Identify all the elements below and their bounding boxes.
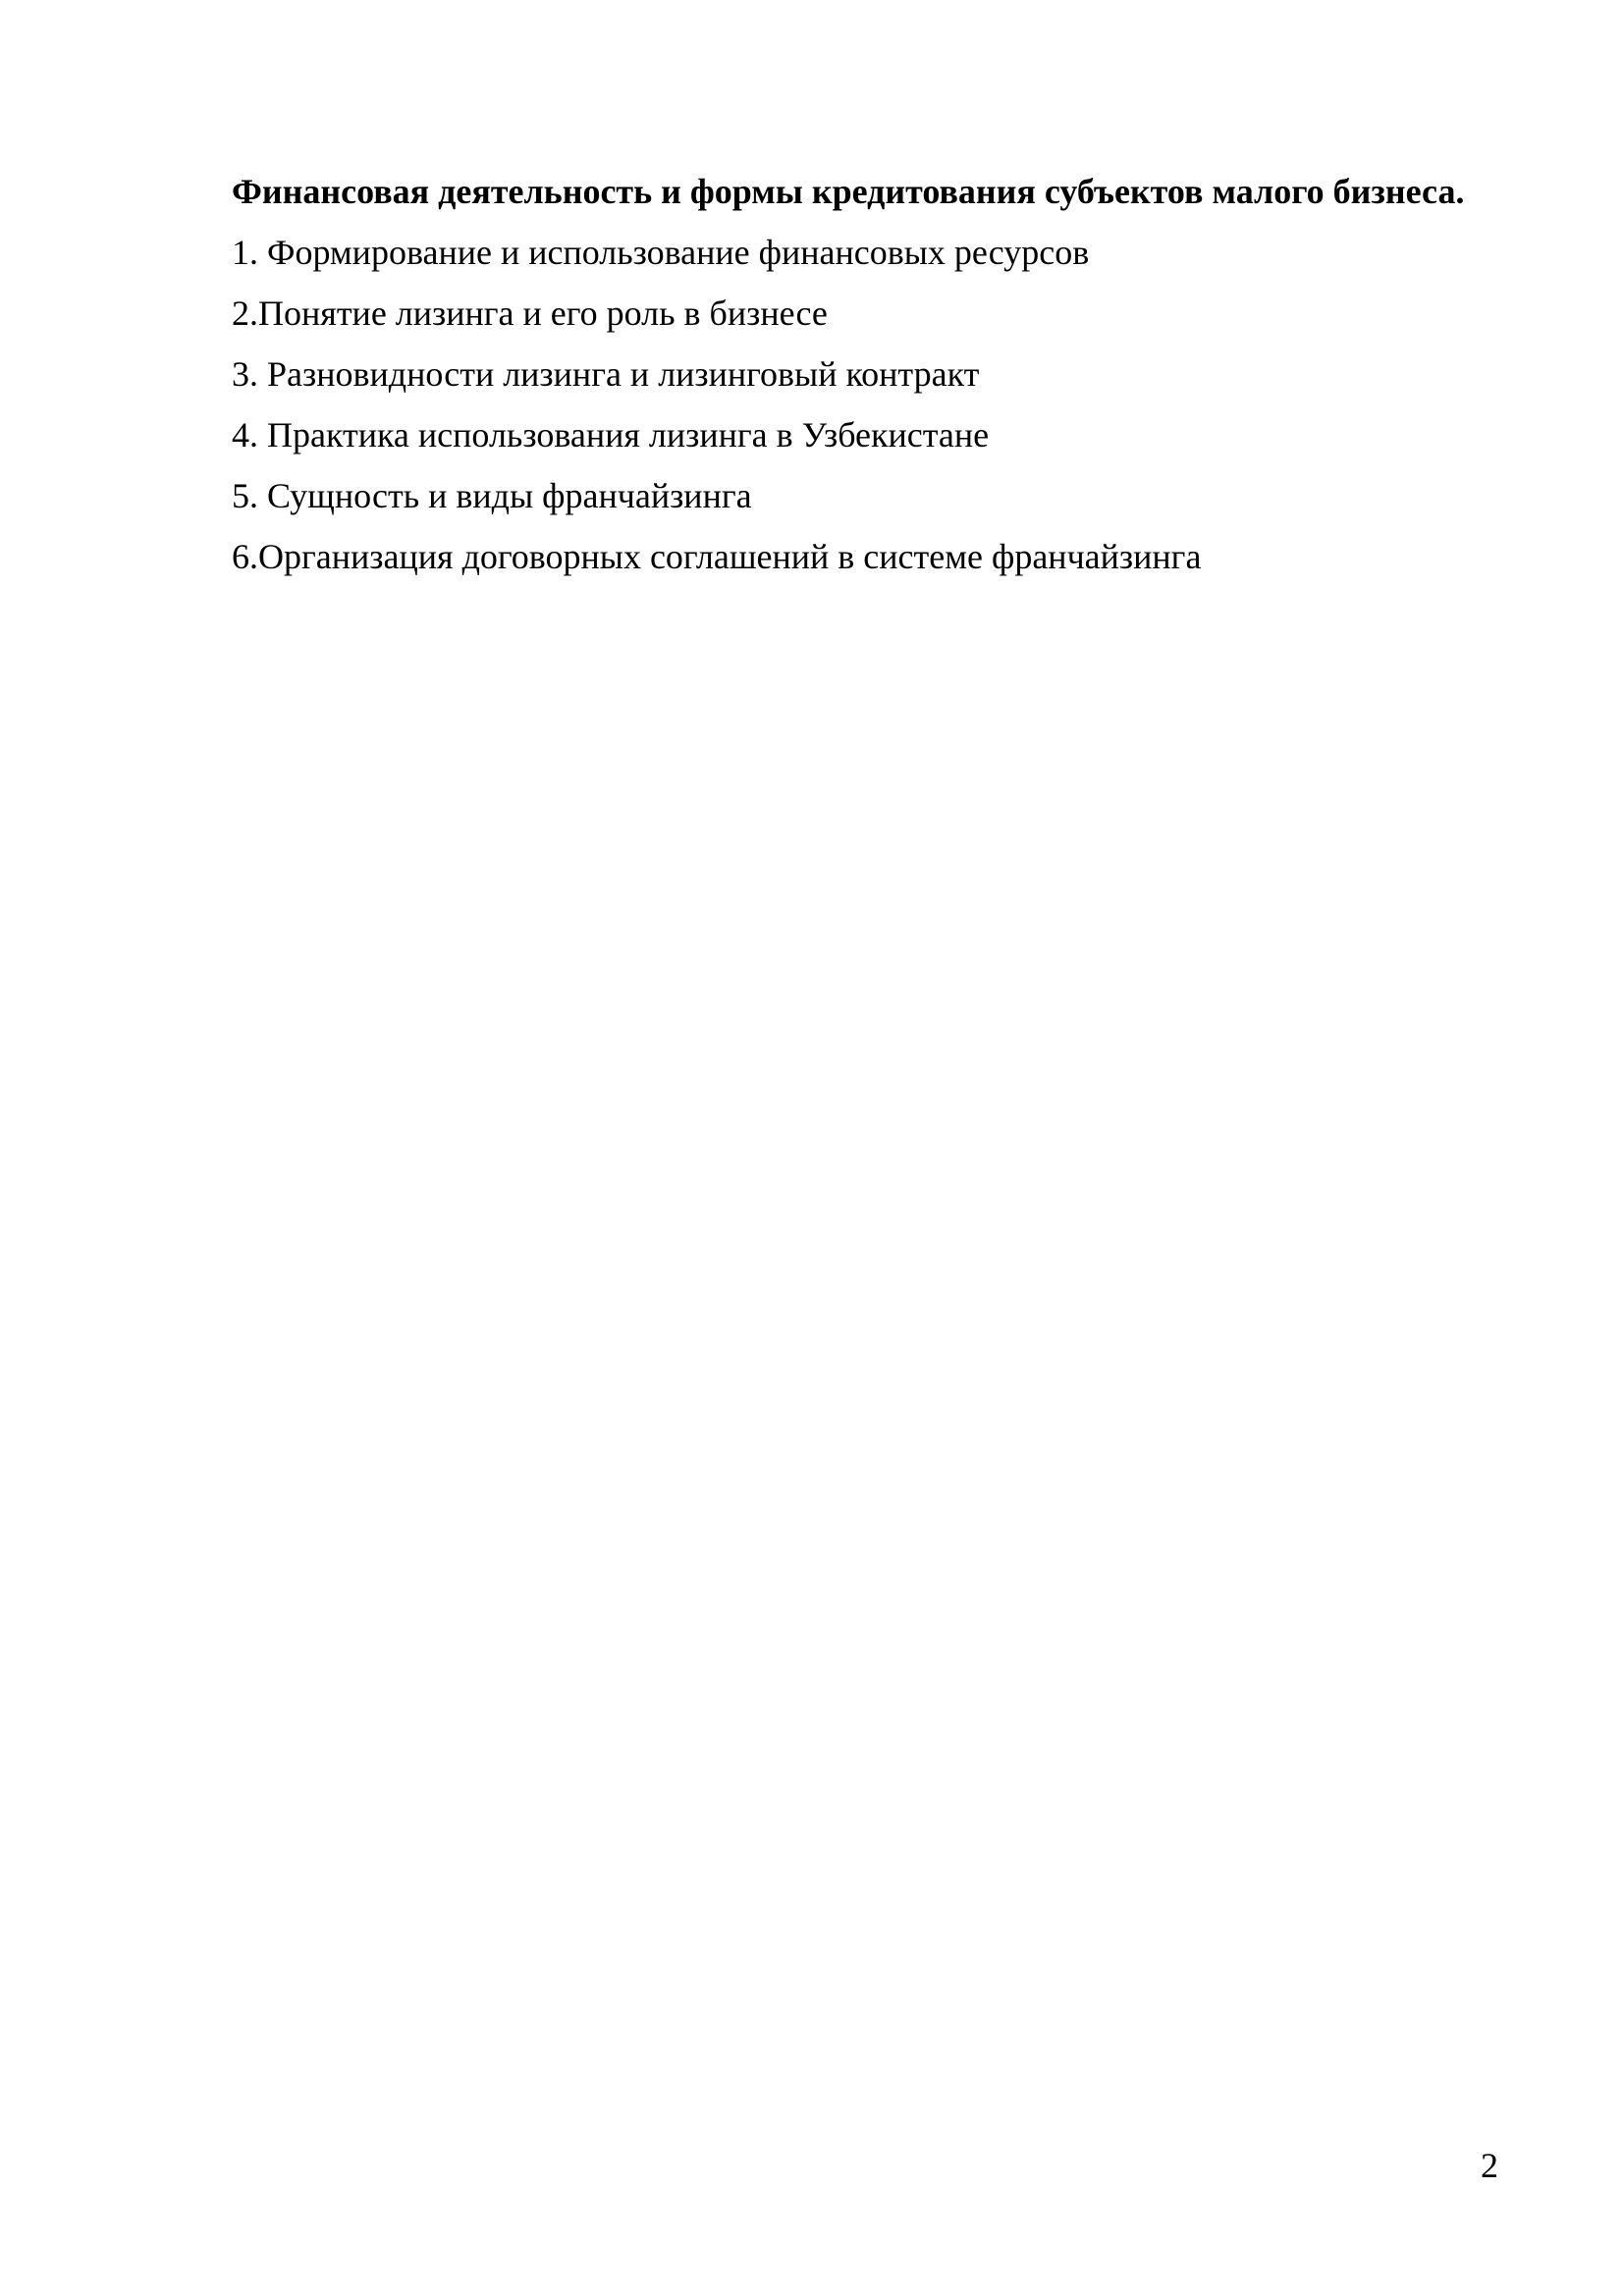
- section-heading: Финансовая деятельность и формы кредитования субъектов малого бизнеса.: [232, 172, 1465, 211]
- topic-list: [232, 222, 1498, 587]
- page-content: [232, 161, 1498, 587]
- list-item: 1. Формирование и использование финансовых ресурсов: [232, 233, 1090, 272]
- list-item: 2.Понятие лизинга и его роль в бизнесе: [232, 294, 828, 333]
- list-item: 4. Практика использования лизинга в Узбекистане: [232, 415, 990, 454]
- list-item: 3. Разновидности лизинга и лизинговый контракт: [232, 354, 980, 394]
- list-item: 6.Организация договорных соглашений в системе франчайзинга: [232, 537, 1202, 576]
- page-number: 2: [1481, 2146, 1498, 2185]
- list-item: 5. Сущность и виды франчайзинга: [232, 476, 752, 515]
